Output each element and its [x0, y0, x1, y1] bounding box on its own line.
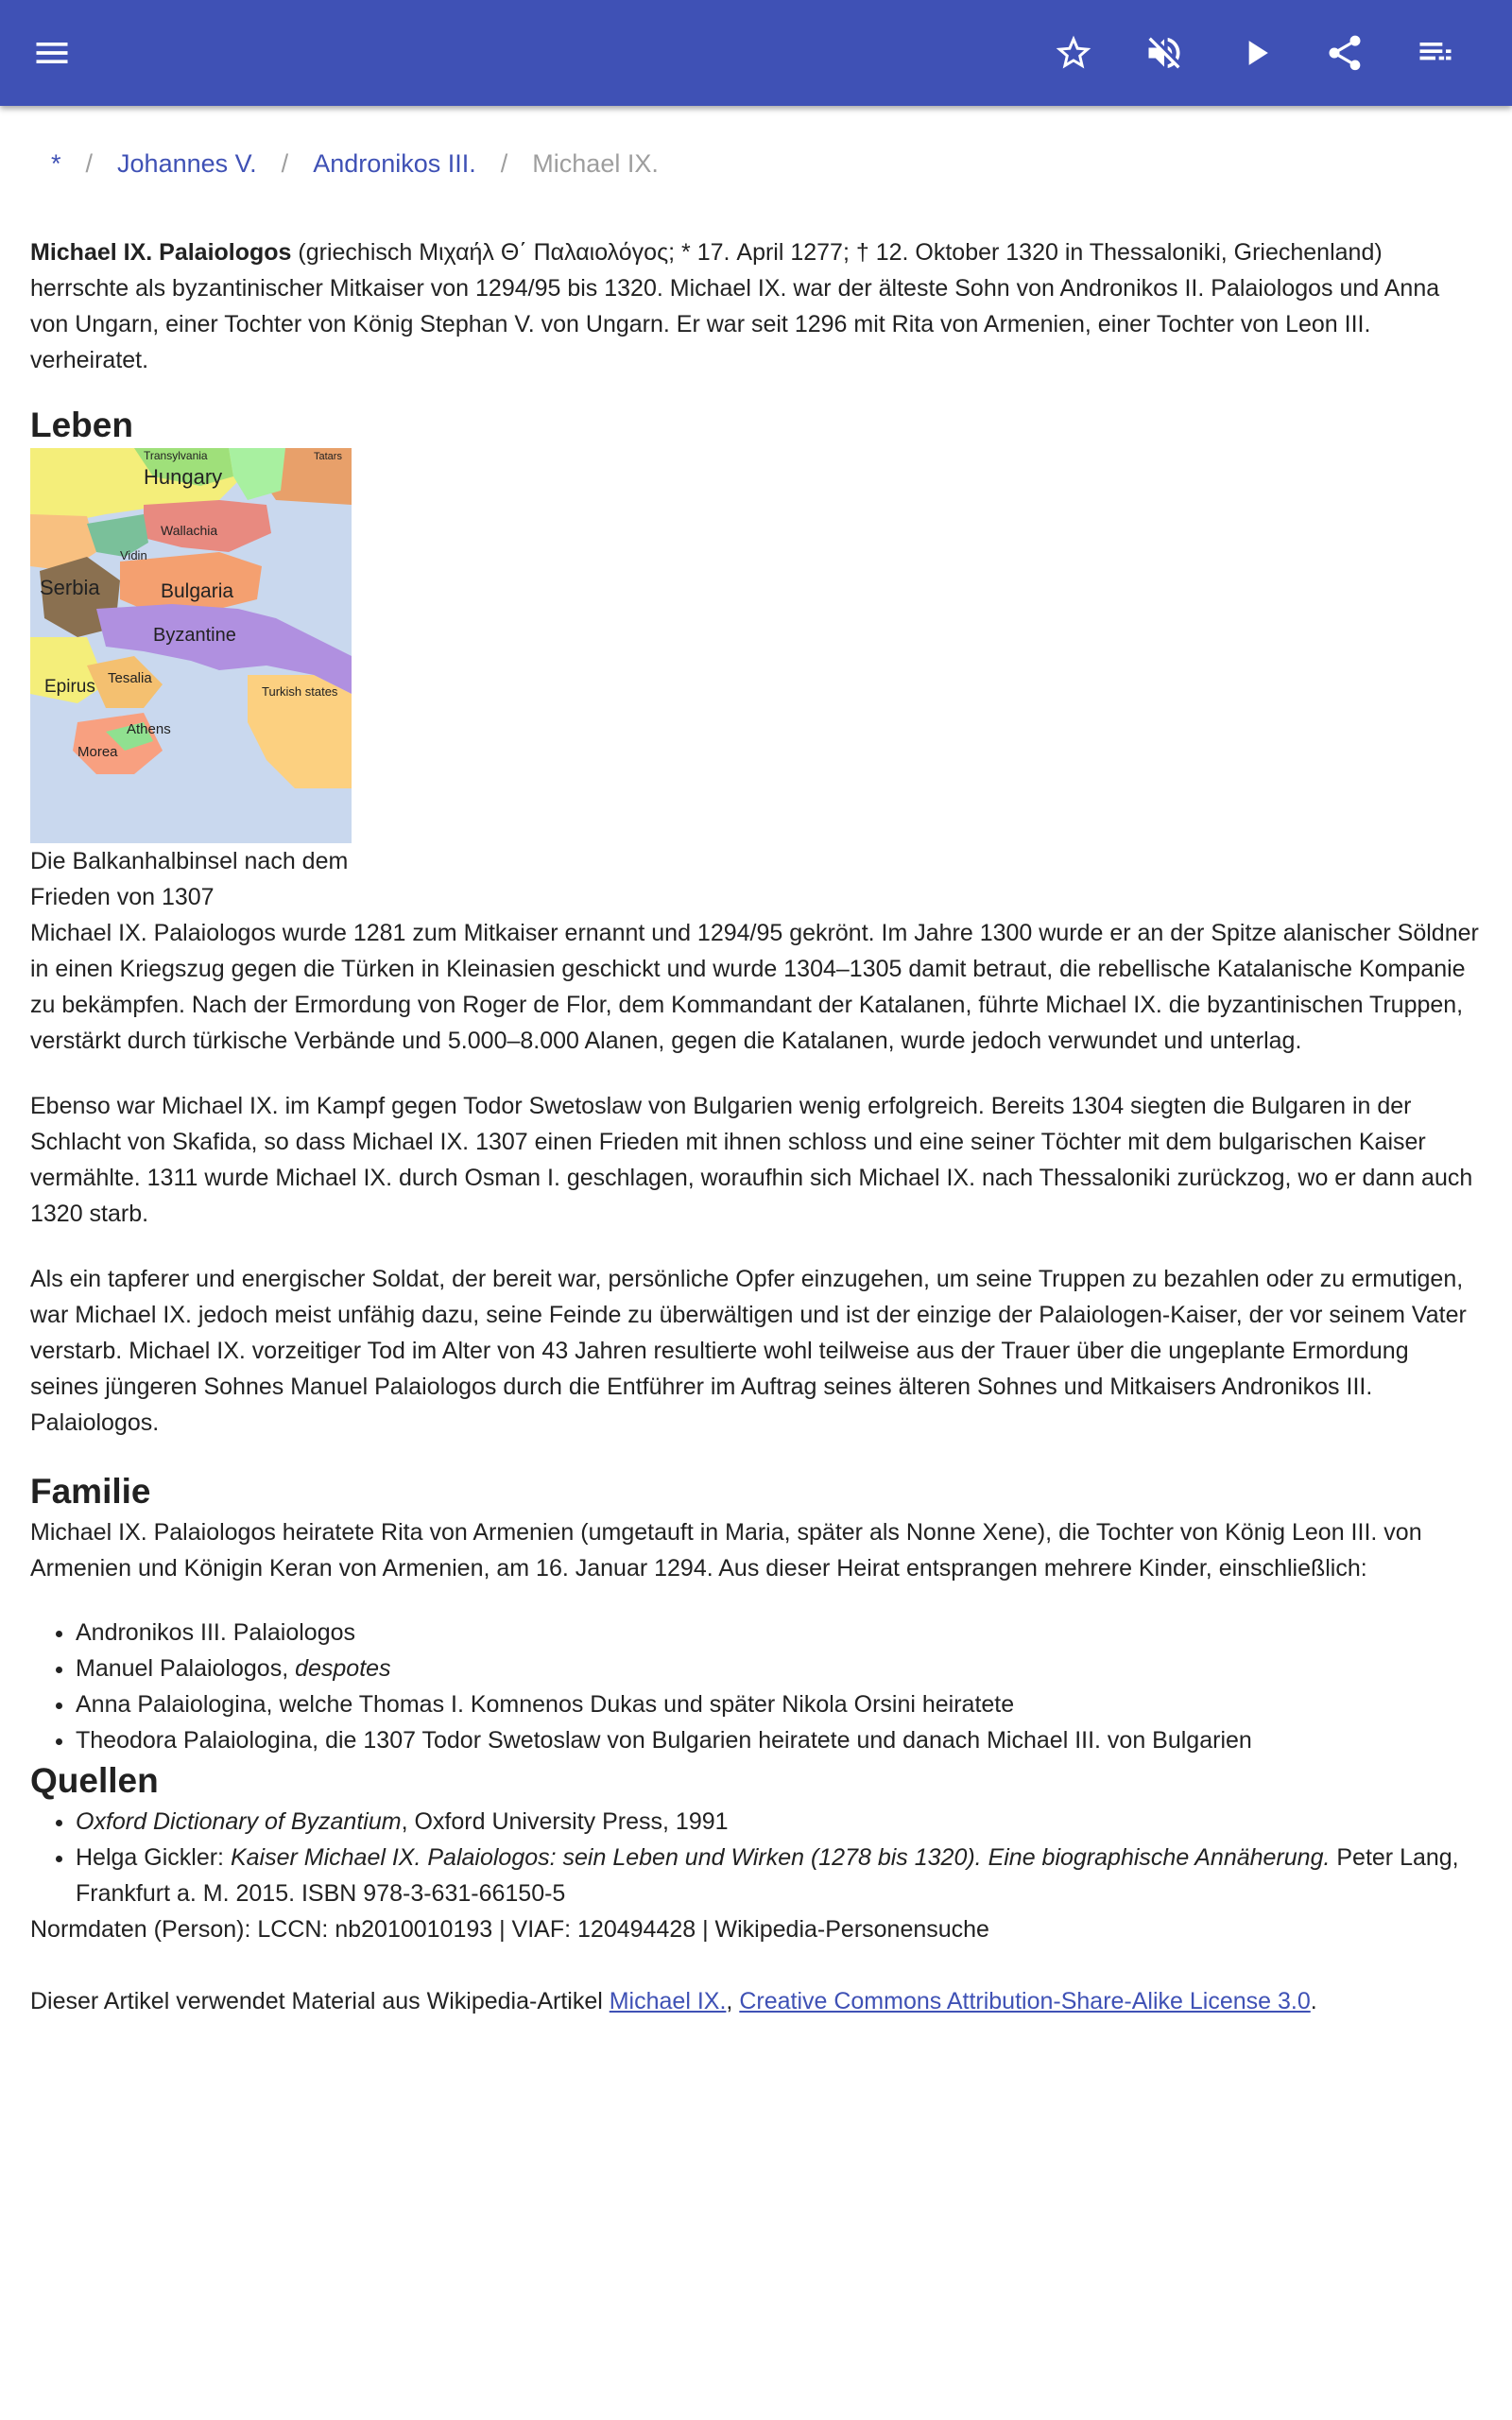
map-label-vidin: Vidin — [120, 548, 147, 562]
heading-leben: Leben — [30, 406, 133, 444]
breadcrumb — [30, 142, 1482, 185]
list-item: • Manuel Palaiologos, despotes — [76, 1651, 1482, 1686]
breadcrumb-link-johannes[interactable]: Johannes V. — [117, 148, 257, 178]
map-label-byzantine: Byzantine — [153, 625, 236, 646]
list-item: • Oxford Dictionary of Byzantium, Oxford University Press, 1991 — [76, 1804, 1482, 1840]
normdaten: Normdaten (Person): LCCN: nb2010010193 | VIAF: 120494428 | Wikipedia-Personensuche — [30, 1916, 989, 1943]
leben-paragraph-1: Michael IX. Palaiologos wurde 1281 zum Mitkaiser ernannt und 1294/95 gekrönt. Im Jahre 1300 wurde er an der Spitze alanischer Söldner in einen Kriegszug gegen die Türken in Kleinasien geschickt und wurde 1304–1305 damit betraut, die rebellische Katalanische Kompanie zu bekämpfen. Nach der Ermordung von Roger de Flor, dem Kommandant der Katalanen, führte Michael IX. die byzantinischen Truppen, verstärkt durch türkische Verbände und 5.000–8.000 Alanen, gegen die Katalanen, wurde jedoch verwundet und unterlag. — [30, 920, 1479, 1054]
list-item: • Helga Gickler: Kaiser Michael IX. Palaiologos: sein Leben und Wirken (1278 bis 1320). Eine biographische Annäherung. Peter Lang, Frankfurt a. M. 2015. ISBN 978-3-631-66150-5 — [76, 1840, 1482, 1911]
map-label-bulgaria: Bulgaria — [161, 580, 234, 602]
article-source-link[interactable]: Michael IX. — [609, 1988, 727, 2014]
map-label-athens: Athens — [127, 721, 171, 737]
list-item: • Anna Palaiologina, welche Thomas I. Komnenos Dukas und später Nikola Orsini heiratete — [76, 1686, 1482, 1722]
list-item: • Theodora Palaiologina, die 1307 Todor Swetoslaw von Bulgarien heiratete und danach Michael III. von Bulgarien — [76, 1722, 1482, 1758]
play-icon[interactable] — [1228, 25, 1284, 81]
license-notice: Dieser Artikel verwendet Material aus Wikipedia-Artikel Michael IX., Creative Commons Attribution-Share-Alike License 3.0. — [30, 1988, 1317, 2014]
breadcrumb-link-andronikos[interactable]: Andronikos III. — [313, 148, 476, 178]
menu-icon[interactable] — [24, 25, 80, 81]
share-icon[interactable] — [1316, 25, 1373, 81]
license-link[interactable]: Creative Commons Attribution-Share-Alike License 3.0 — [739, 1988, 1311, 2014]
map-label-tesalia: Tesalia — [108, 670, 152, 686]
map-label-turkish-states: Turkish states — [262, 684, 338, 699]
breadcrumb-current: Michael IX. — [532, 148, 659, 178]
intro-text: (griechisch Μιχαήλ Θ΄ Παλαιολόγος; * 17. April 1277; † 12. Oktober 1320 in Thessaloniki, Griechenland) herrschte als byzantinischer Mitkaiser von 1294/95 bis 1320. Michael IX. war der älteste Sohn von Andronikos II. Palaiologos und Anna von Ungarn, einer Tochter von König Stephan V. von Ungarn. Er war seit 1296 mit Rita von Armenien, einer Tochter von Leon III. verheiratet. — [30, 239, 1440, 373]
intro-paragraph — [30, 234, 1482, 378]
breadcrumb-separator: / — [85, 148, 94, 178]
map-label-serbia: Serbia — [40, 576, 100, 599]
article-content — [30, 142, 1482, 2019]
breadcrumb-home-link[interactable]: * — [51, 148, 61, 178]
map-label-wallachia: Wallachia — [161, 523, 218, 538]
map-label-hungary: Hungary — [144, 465, 223, 489]
app-toolbar — [0, 0, 1512, 106]
map-label-epirus: Epirus — [44, 677, 95, 697]
children-list — [30, 1615, 1482, 1758]
breadcrumb-separator: / — [281, 148, 289, 178]
heading-quellen: Quellen — [30, 1761, 159, 1800]
playlist-icon[interactable] — [1407, 25, 1464, 81]
sources-list — [30, 1804, 1482, 1911]
leben-paragraph-3: Als ein tapferer und energischer Soldat, der bereit war, persönliche Opfer einzugehen, um seine Truppen zu bezahlen oder zu ermutigen, war Michael IX. jedoch meist unfähig dazu, seine Feinde zu überwältigen und ist der einzige der Palaiologen-Kaiser, der vor seinem Vater verstarb. Michael IX. vorzeitiger Tod im Alter von 43 Jahren resultierte wohl teilweise aus der Trauer über die ungeplante Ermordung seines jüngeren Sohnes Manuel Palaiologos durch die Entführer im Auftrag seines älteren Sohnes und Mitkaisers Andronikos III. Palaiologos. — [30, 1266, 1467, 1436]
map-caption: Die Balkanhalbinsel nach dem Frieden von 1307 — [30, 848, 349, 910]
familie-paragraph: Michael IX. Palaiologos heiratete Rita von Armenien (umgetauft in Maria, später als Nonne Xene), die Tochter von König Leon III. von Armenien und Königin Keran von Armenien, am 16. Januar 1294. Aus dieser Heirat entsprangen mehrere Kinder, einschließlich: — [30, 1519, 1422, 1582]
map-label-tatars: Tatars — [314, 451, 342, 462]
volume-off-icon[interactable] — [1136, 25, 1193, 81]
map-label-morea: Morea — [77, 744, 118, 760]
leben-paragraph-2: Ebenso war Michael IX. im Kampf gegen Todor Swetoslaw von Bulgarien wenig erfolgreich. Bereits 1304 siegten die Bulgaren in der Schlacht von Skafida, so dass Michael IX. 1307 einen Frieden mit ihnen schloss und eine seiner Töchter mit dem bulgarischen Kaiser vermählte. 1311 wurde Michael IX. durch Osman I. geschlagen, woraufhin sich Michael IX. nach Thessaloniki zurückzog, wo er dann auch 1320 starb. — [30, 1093, 1473, 1227]
list-item: • Andronikos III. Palaiologos — [76, 1615, 1482, 1651]
intro-bold-name: Michael IX. Palaiologos — [30, 239, 292, 266]
star-outline-icon[interactable] — [1045, 25, 1102, 81]
balkan-map-image[interactable] — [30, 448, 352, 843]
map-label-transylvania: Transylvania — [144, 449, 208, 462]
heading-familie: Familie — [30, 1472, 151, 1511]
breadcrumb-separator: / — [500, 148, 508, 178]
